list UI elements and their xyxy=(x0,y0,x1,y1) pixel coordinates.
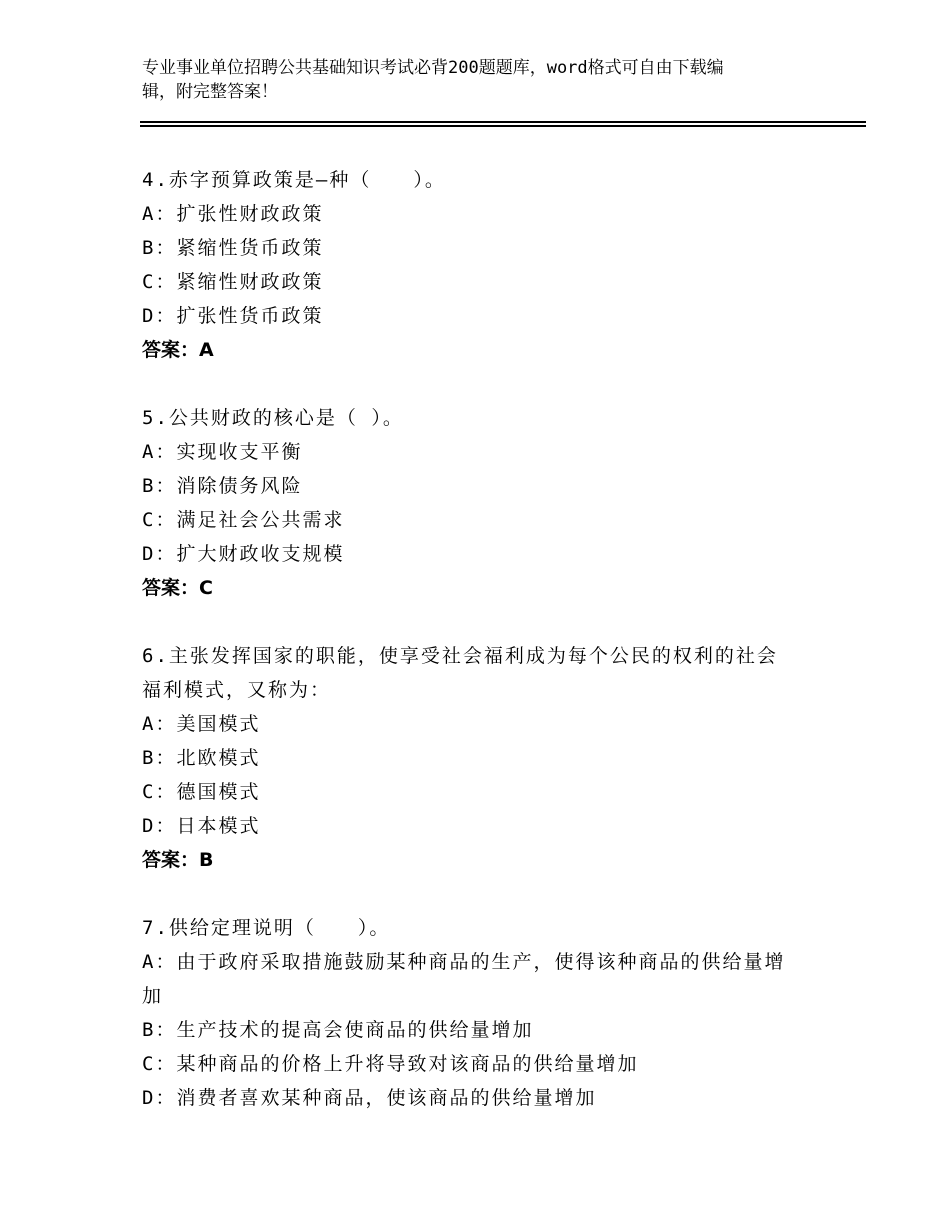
question-stem: 4.赤字预算政策是—种（ ）。 xyxy=(142,169,446,191)
header-divider-bottom xyxy=(140,125,866,127)
question-stem: 6.主张发挥国家的职能，使享受社会福利成为每个公民的权利的社会 xyxy=(142,645,778,667)
option-d: D：扩大财政收支规模 xyxy=(142,543,345,565)
document-header xyxy=(142,56,792,104)
answer-label: 答案：A xyxy=(142,339,214,361)
option-a: A：扩张性财政政策 xyxy=(142,203,324,225)
option-b: B：北欧模式 xyxy=(142,747,261,769)
question-stem: 7.供给定理说明（ ）。 xyxy=(142,917,391,939)
option-c: C：某种商品的价格上升将导致对该商品的供给量增加 xyxy=(142,1053,639,1075)
header-line-1: 专业事业单位招聘公共基础知识考试必背200题题库，word格式可自由下载编 xyxy=(142,58,724,78)
question-list xyxy=(142,163,822,1149)
option-a: A：实现收支平衡 xyxy=(142,441,303,463)
option-d: D：扩张性货币政策 xyxy=(142,305,324,327)
question-5 xyxy=(142,401,822,605)
option-a: A：美国模式 xyxy=(142,713,261,735)
header-divider-top xyxy=(140,121,866,123)
option-b: B：紧缩性货币政策 xyxy=(142,237,324,259)
answer-label: 答案：C xyxy=(142,577,213,599)
option-a: A：由于政府采取措施鼓励某种商品的生产，使得该种商品的供给量增 xyxy=(142,951,786,973)
option-b: B：消除债务风险 xyxy=(142,475,303,497)
option-d: D：消费者喜欢某种商品，使该商品的供给量增加 xyxy=(142,1087,597,1109)
question-4 xyxy=(142,163,822,367)
option-b: B：生产技术的提高会使商品的供给量增加 xyxy=(142,1019,534,1041)
question-6 xyxy=(142,639,822,877)
answer-label: 答案：B xyxy=(142,849,214,871)
option-c: C：满足社会公共需求 xyxy=(142,509,345,531)
header-line-2: 辑，附完整答案！ xyxy=(142,82,278,102)
option-c: C：紧缩性财政政策 xyxy=(142,271,324,293)
question-stem-continued: 福利模式，又称为： xyxy=(142,679,332,701)
option-c: C：德国模式 xyxy=(142,781,261,803)
option-a-continued: 加 xyxy=(142,985,164,1007)
option-d: D：日本模式 xyxy=(142,815,261,837)
question-7 xyxy=(142,911,822,1115)
question-stem: 5.公共财政的核心是（ ）。 xyxy=(142,407,404,429)
